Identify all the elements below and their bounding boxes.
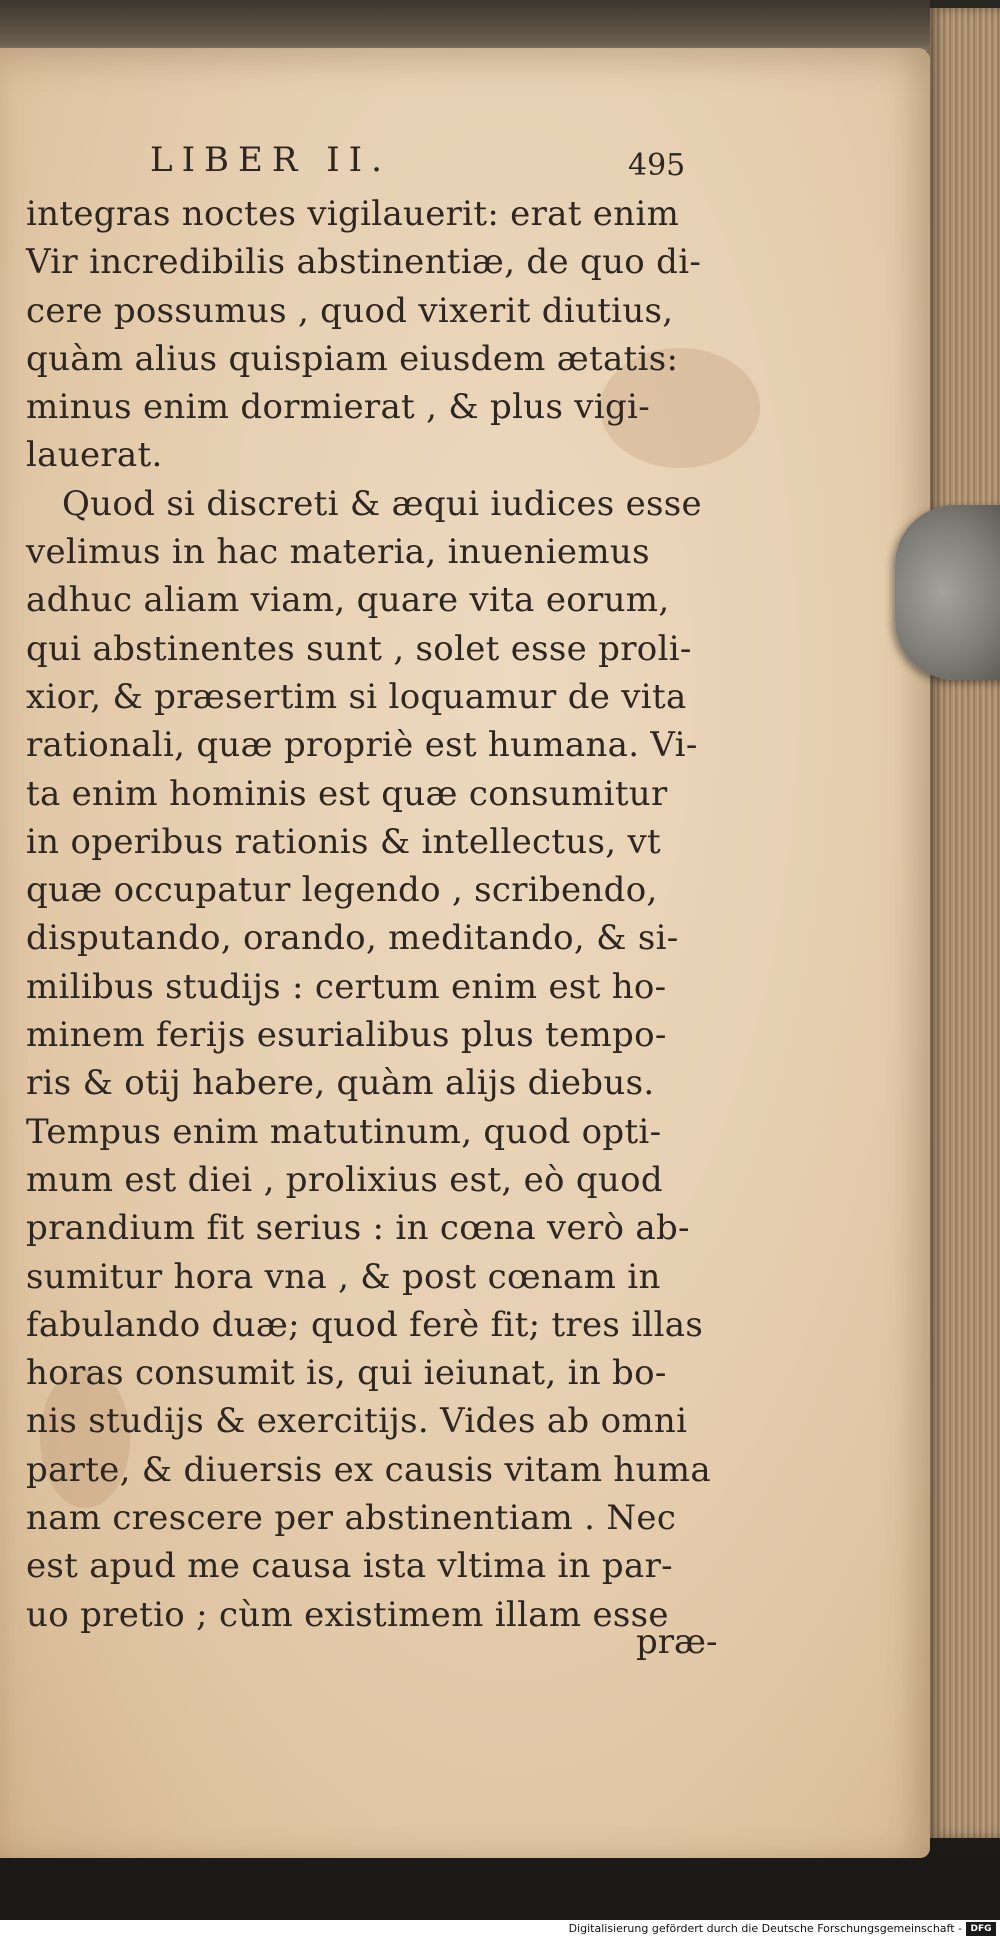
text-line: sumitur hora vna , & post cœnam in bbox=[26, 1256, 661, 1297]
text-line: qui abstinentes sunt , solet esse proli- bbox=[26, 628, 692, 669]
page-number: 495 bbox=[628, 148, 686, 183]
text-line: nam crescere per abstinentiam . Nec bbox=[26, 1498, 677, 1539]
funding-credit: Digitalisierung gefördert durch die Deutsche Forschungsgemeinschaft - bbox=[568, 1922, 962, 1935]
text-line: in operibus rationis & intellectus, vt bbox=[26, 821, 661, 862]
text-line: nis studijs & exercitijs. Vides ab omni bbox=[26, 1401, 688, 1442]
text-line: est apud me causa ista vltima in par- bbox=[26, 1546, 673, 1587]
text-line: xior, & præsertim si loquamur de vita bbox=[26, 676, 687, 717]
text-line: minus enim dormierat , & plus vigi- bbox=[26, 387, 651, 428]
text-line: Quod si discreti & æqui iudices esse bbox=[62, 483, 702, 524]
page-body-text bbox=[26, 190, 746, 1639]
text-line: prandium fit serius : in cœna verò ab- bbox=[26, 1208, 690, 1249]
text-line: integras noctes vigilauerit: erat enim bbox=[26, 194, 680, 234]
bookmark-clip bbox=[895, 505, 1000, 680]
text-line: fabulando duæ; quod ferè fit; tres illas bbox=[26, 1304, 704, 1345]
text-line: velimus in hac materia, inueniemus bbox=[26, 532, 650, 573]
text-line: horas consumit is, qui ieiunat, in bo- bbox=[26, 1353, 667, 1394]
dfg-logo: DFG bbox=[966, 1922, 996, 1936]
text-line: parte, & diuersis ex causis vitam huma bbox=[26, 1449, 711, 1490]
text-line: lauerat. bbox=[26, 435, 163, 476]
text-line: adhuc aliam viam, quare vita eorum, bbox=[26, 580, 670, 621]
catchword: præ- bbox=[636, 1622, 718, 1662]
text-line: disputando, orando, meditando, & si- bbox=[26, 918, 679, 959]
running-head: LIBER II. bbox=[150, 140, 391, 180]
text-line: cere possumus , quod vixerit diutius, bbox=[26, 290, 674, 331]
page-edges bbox=[928, 8, 1000, 1838]
text-line: quæ occupatur legendo , scribendo, bbox=[26, 870, 658, 911]
text-line: quàm alius quispiam eiusdem ætatis: bbox=[26, 338, 679, 379]
text-line: Tempus enim matutinum, quod opti- bbox=[26, 1111, 662, 1152]
text-line: ris & otij habere, quàm alijs diebus. bbox=[26, 1063, 655, 1104]
text-line: Vir incredibilis abstinentiæ, de quo di- bbox=[26, 242, 702, 283]
text-line: milibus studijs : certum enim est ho- bbox=[26, 966, 667, 1007]
text-line: uo pretio ; cùm existimem illam esse bbox=[26, 1594, 669, 1635]
text-line: ta enim hominis est quæ consumitur bbox=[26, 773, 668, 814]
text-line: minem ferijs esurialibus plus tempo- bbox=[26, 1015, 667, 1056]
text-line: mum est diei , prolixius est, eò quod bbox=[26, 1159, 663, 1200]
text-line: rationali, quæ propriè est humana. Vi- bbox=[26, 725, 698, 766]
